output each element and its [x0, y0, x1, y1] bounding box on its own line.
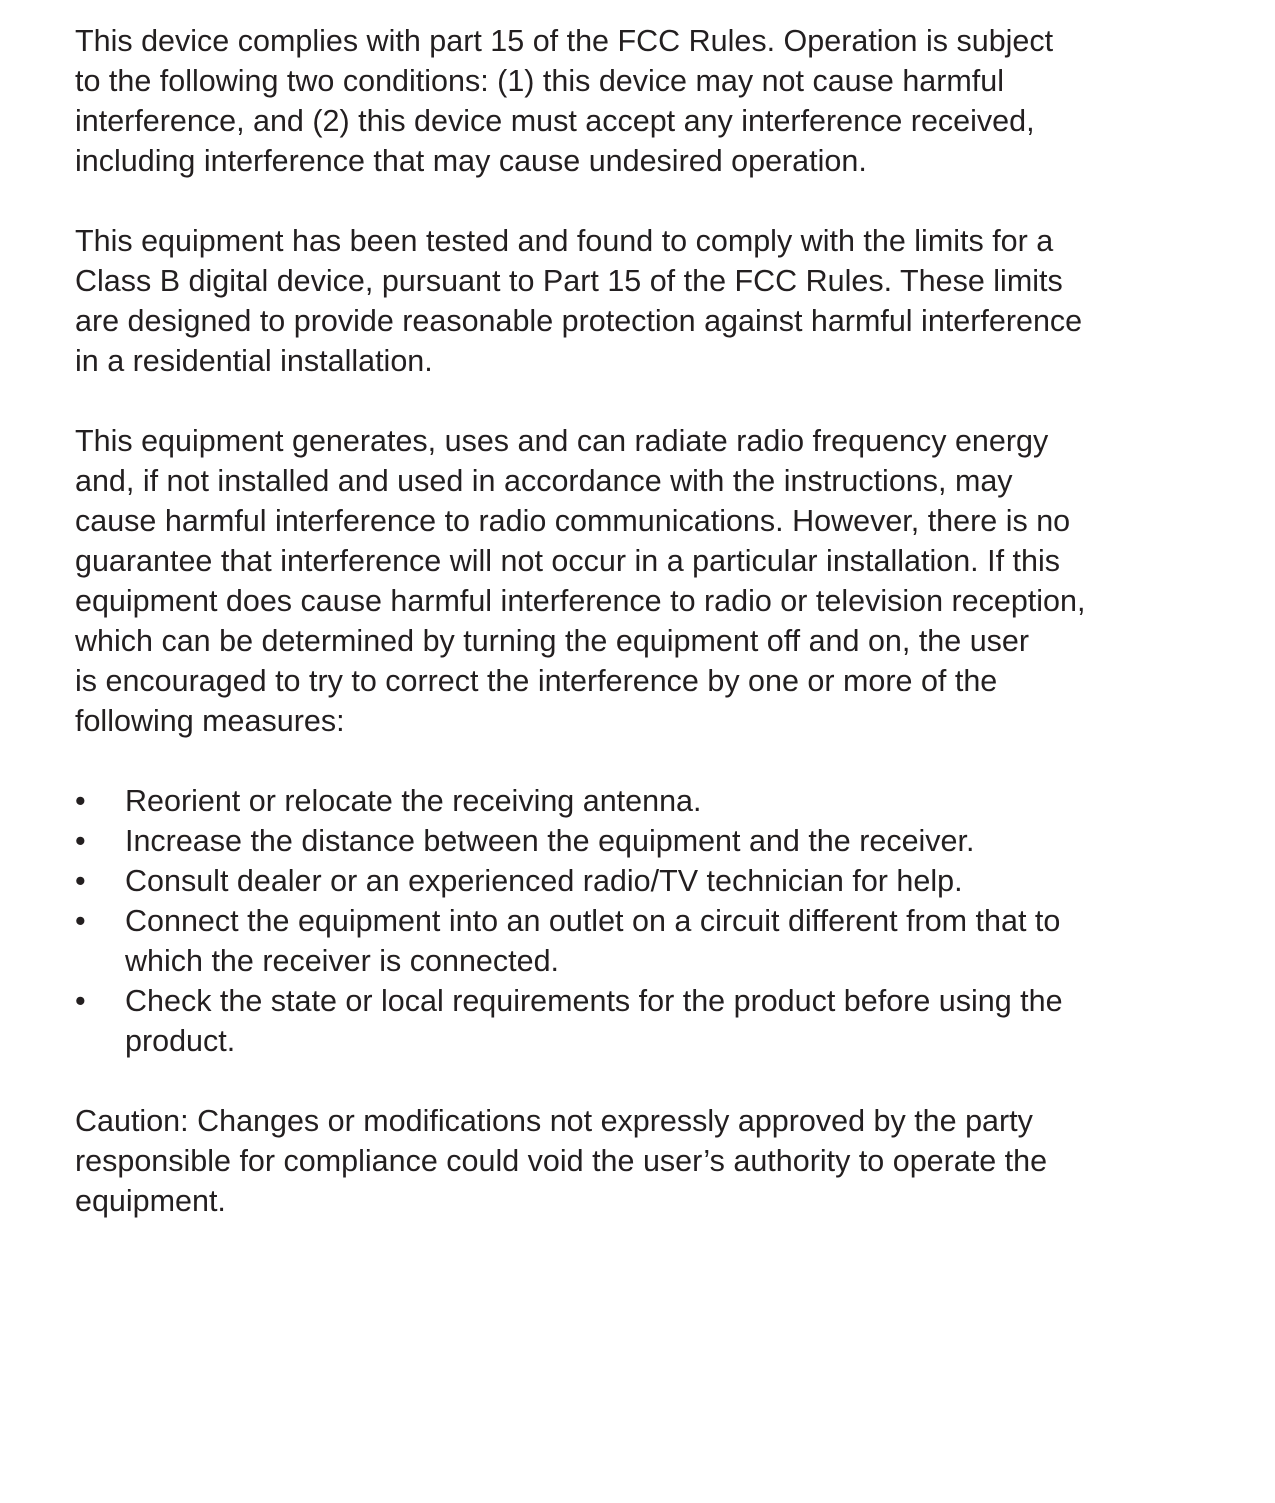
text-line: Reorient or relocate the receiving antenna. — [125, 784, 702, 818]
bullet-icon: • — [75, 864, 86, 898]
text-line: which the receiver is connected. — [125, 944, 559, 978]
caution-paragraph — [75, 1101, 1205, 1221]
text-line: This device complies with part 15 of the FCC Rules. Operation is subject — [75, 24, 1054, 58]
list-item — [75, 981, 1205, 1061]
bullet-icon: • — [75, 784, 86, 818]
list-item — [75, 901, 1205, 981]
bullet-icon: • — [75, 984, 86, 1018]
text-line: equipment. — [75, 1184, 226, 1218]
class-b-paragraph — [75, 221, 1205, 381]
text-line: in a residential installation. — [75, 344, 433, 378]
text-line: and, if not installed and used in accordance with the instructions, may — [75, 464, 1013, 498]
text-line: is encouraged to try to correct the interference by one or more of the — [75, 664, 998, 698]
text-line: including interference that may cause undesired operation. — [75, 144, 867, 178]
text-line: Connect the equipment into an outlet on a circuit different from that to — [125, 904, 1061, 938]
text-line: which can be determined by turning the equipment off and on, the user — [75, 624, 1030, 658]
text-line: This equipment generates, uses and can radiate radio frequency energy — [75, 424, 1049, 458]
text-line: Consult dealer or an experienced radio/TV technician for help. — [125, 864, 963, 898]
fcc-compliance-page — [75, 21, 1205, 1221]
list-item — [75, 781, 1205, 821]
interference-paragraph — [75, 421, 1205, 741]
text-line: Increase the distance between the equipment and the receiver. — [125, 824, 975, 858]
text-line: cause harmful interference to radio communications. However, there is no — [75, 504, 1071, 538]
text-line: responsible for compliance could void the user’s authority to operate the — [75, 1144, 1048, 1178]
list-item — [75, 861, 1205, 901]
list-item — [75, 821, 1205, 861]
text-line: following measures: — [75, 704, 345, 738]
text-line: equipment does cause harmful interference to radio or television reception, — [75, 584, 1086, 618]
compliance-paragraph — [75, 21, 1205, 181]
text-line: to the following two conditions: (1) this device may not cause harmful — [75, 64, 1005, 98]
text-line: product. — [125, 1024, 236, 1058]
bullet-icon: • — [75, 824, 86, 858]
text-line: guarantee that interference will not occur in a particular installation. If this — [75, 544, 1060, 578]
measures-list — [75, 781, 1205, 1061]
text-line: This equipment has been tested and found to comply with the limits for a — [75, 224, 1054, 258]
bullet-icon: • — [75, 904, 86, 938]
text-line: Class B digital device, pursuant to Part 15 of the FCC Rules. These limits — [75, 264, 1063, 298]
text-line: interference, and (2) this device must accept any interference received, — [75, 104, 1035, 138]
text-line: Caution: Changes or modifications not expressly approved by the party — [75, 1104, 1033, 1138]
text-line: Check the state or local requirements for the product before using the — [125, 984, 1063, 1018]
text-line: are designed to provide reasonable protection against harmful interference — [75, 304, 1083, 338]
